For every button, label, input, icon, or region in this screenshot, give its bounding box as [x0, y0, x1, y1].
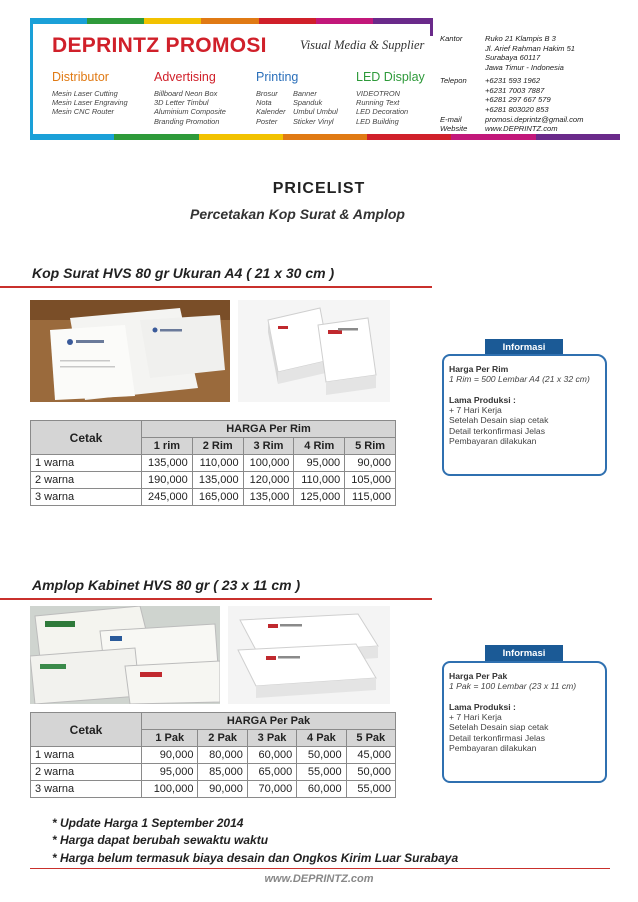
price-cell: 90,000: [198, 781, 247, 798]
table-column-header: 4 Rim: [294, 438, 345, 455]
brand-tagline: Visual Media & Supplier: [300, 38, 425, 52]
notes: [52, 815, 458, 867]
contact-kantor-address: [485, 34, 575, 72]
category-distributor: Distributor: [52, 70, 109, 84]
row-label: 2 warna: [31, 764, 142, 781]
info-lead-heading: Lama Produksi :: [449, 701, 516, 712]
info-lead-line: Detail terkonfirmasi Jelas: [449, 732, 545, 743]
price-cell: 135,000: [192, 472, 243, 489]
list-item: LED Decoration: [356, 107, 409, 117]
kop-section-title: Kop Surat HVS 80 gr Ukuran A4 ( 21 x 30 cm ): [32, 265, 335, 281]
table-row: [31, 747, 396, 764]
list-item: Mesin Laser Cutting: [52, 89, 118, 98]
row-label: 1 warna: [31, 747, 142, 764]
row-label: 3 warna: [31, 489, 142, 506]
price-cell: 70,000: [247, 781, 296, 798]
info-price-heading: Harga Per Rim: [449, 364, 509, 374]
list-item: Nota: [256, 98, 272, 108]
amplop-info-box: [442, 661, 607, 783]
address-line: Ruko 21 Klampis B 3: [485, 34, 556, 43]
price-cell: 90,000: [345, 455, 396, 472]
kop-photo-letterheads: [30, 300, 230, 402]
price-cell: 135,000: [142, 455, 193, 472]
list-item: Brosur: [256, 89, 278, 98]
kop-info-tab: Informasi: [485, 339, 563, 357]
price-cell: 85,000: [198, 764, 247, 781]
price-cell: 60,000: [247, 747, 296, 764]
address-line: Jl. Arief Rahman Hakim 51: [485, 43, 576, 53]
list-item: Billboard Neon Box: [154, 89, 218, 98]
contact-website: www.DEPRINTZ.com: [485, 124, 558, 133]
price-cell: 55,000: [346, 781, 395, 798]
info-lead-line: + 7 Hari Kerja: [449, 404, 502, 415]
table-corner-cetak: Cetak: [31, 421, 142, 455]
table-column-header: 1 Pak: [142, 730, 198, 747]
list-item: Poster: [256, 116, 278, 126]
info-lead-line: Pembayaran dilakukan: [449, 743, 537, 754]
address-line: Jawa Timur - Indonesia: [485, 62, 564, 72]
table-column-header: 3 Pak: [247, 730, 296, 747]
price-cell: 95,000: [294, 455, 345, 472]
phone-number: +6281 803020 853: [485, 104, 549, 114]
price-cell: 50,000: [297, 747, 346, 764]
table-column-header: 1 rim: [142, 438, 193, 455]
category-advertising-items: [154, 89, 226, 126]
price-cell: 245,000: [142, 489, 193, 506]
price-cell: 95,000: [142, 764, 198, 781]
info-lead-line: + 7 Hari Kerja: [449, 711, 502, 722]
list-item: 3D Letter Timbul: [154, 98, 209, 108]
list-item: LED Building: [356, 116, 399, 126]
price-cell: 105,000: [345, 472, 396, 489]
info-lead-line: Pembayaran dilakukan: [449, 436, 537, 447]
list-item: Spanduk: [293, 98, 323, 108]
row-label: 2 warna: [31, 472, 142, 489]
price-cell: 110,000: [192, 455, 243, 472]
category-printing: Printing: [256, 70, 299, 84]
category-advertising: Advertising: [154, 70, 216, 84]
price-cell: 125,000: [294, 489, 345, 506]
contact-email-label: E-mail: [440, 115, 462, 124]
kop-section-rule: [0, 286, 432, 288]
table-row: [31, 455, 396, 472]
contact-website-label: Website: [440, 124, 468, 133]
address-line: Surabaya 60117: [485, 53, 541, 63]
phone-number: +6231 7003 7887: [485, 85, 545, 95]
page-subtitle: Percetakan Kop Surat & Amplop: [190, 206, 405, 222]
table-column-header: 5 Pak: [346, 730, 395, 747]
price-cell: 45,000: [346, 747, 395, 764]
amplop-photo-envelopes: [30, 606, 220, 704]
price-cell: 50,000: [346, 764, 395, 781]
price-cell: 100,000: [243, 455, 294, 472]
row-label: 1 warna: [31, 455, 142, 472]
brand-name: DEPRINTZ PROMOSI: [52, 34, 267, 57]
price-cell: 80,000: [198, 747, 247, 764]
amplop-section-rule: [0, 598, 432, 600]
table-column-header: 4 Pak: [297, 730, 346, 747]
kop-price-table: [30, 420, 396, 506]
price-cell: 100,000: [142, 781, 198, 798]
list-item: Mesin CNC Router: [52, 107, 115, 117]
table-corner-cetak: Cetak: [31, 713, 142, 747]
amplop-section-title: Amplop Kabinet HVS 80 gr ( 23 x 11 cm ): [32, 577, 301, 593]
table-group-header: HARGA Per Pak: [142, 713, 396, 730]
price-cell: 55,000: [297, 764, 346, 781]
table-column-header: 3 Rim: [243, 438, 294, 455]
info-price-text: 1 Rim = 500 Lembar A4 (21 x 32 cm): [449, 374, 590, 384]
price-cell: 110,000: [294, 472, 345, 489]
list-item: Branding Promotion: [154, 116, 220, 126]
price-cell: 60,000: [297, 781, 346, 798]
list-item: Aluminium Composite: [154, 107, 226, 117]
amplop-photo-stack: [228, 606, 390, 704]
header-frame: [30, 18, 38, 140]
price-cell: 90,000: [142, 747, 198, 764]
info-price-heading: Harga Per Pak: [449, 671, 508, 681]
note-line: * Harga dapat berubah sewaktu waktu: [52, 833, 269, 848]
info-lead-line: Setelah Desain siap cetak: [449, 415, 549, 426]
price-cell: 65,000: [247, 764, 296, 781]
list-item: Running Text: [356, 98, 400, 108]
category-printing-items-col1: [256, 89, 286, 126]
price-cell: 135,000: [243, 489, 294, 506]
list-item: VIDEOTRON: [356, 89, 400, 98]
list-item: Umbul Umbul: [293, 107, 338, 117]
list-item: Mesin Laser Engraving: [52, 98, 128, 108]
header-rainbow-top: [30, 18, 430, 24]
category-led-display: LED Display: [356, 70, 425, 84]
info-price-text: 1 Pak = 100 Lembar (23 x 11 cm): [449, 681, 577, 691]
phone-number: +6281 297 667 579: [485, 95, 551, 105]
table-column-header: 2 Rim: [192, 438, 243, 455]
table-column-header: 2 Pak: [198, 730, 247, 747]
price-cell: 190,000: [142, 472, 193, 489]
note-line: * Harga belum termasuk biaya desain dan Ongkos Kirim Luar Surabaya: [52, 850, 459, 865]
contact-email: promosi.deprintz@gmail.com: [485, 115, 584, 124]
header-frame-divider: [430, 18, 433, 36]
list-item: Kalender: [256, 107, 286, 117]
info-lead-line: Setelah Desain siap cetak: [449, 722, 549, 733]
category-led-display-items: [356, 89, 408, 126]
amplop-price-table: [30, 712, 396, 798]
list-item: Banner: [293, 89, 317, 98]
table-row: [31, 489, 396, 506]
category-distributor-items: [52, 89, 128, 117]
kop-photo-stacks: [238, 300, 390, 402]
price-cell: 120,000: [243, 472, 294, 489]
table-row: [31, 781, 396, 798]
note-line: * Update Harga 1 September 2014: [52, 816, 244, 830]
category-printing-items-col2: [293, 89, 338, 126]
kop-info-box: [442, 354, 607, 476]
contact-telepon-numbers: [485, 76, 551, 114]
price-cell: 115,000: [345, 489, 396, 506]
list-item: Sticker Vinyl: [293, 116, 334, 126]
info-lead-heading: Lama Produksi :: [449, 394, 516, 405]
footer-website: www.DEPRINTZ.com: [264, 873, 374, 885]
amplop-info-tab: Informasi: [485, 645, 563, 663]
table-row: [31, 764, 396, 781]
table-row: [31, 472, 396, 489]
page-title: PRICELIST: [272, 180, 366, 197]
info-lead-line: Detail terkonfirmasi Jelas: [449, 425, 545, 436]
table-column-header: 5 Rim: [345, 438, 396, 455]
header-rainbow-bottom: [30, 134, 620, 140]
contact-telepon-label: Telepon: [440, 76, 467, 85]
table-group-header: HARGA Per Rim: [142, 421, 396, 438]
row-label: 3 warna: [31, 781, 142, 798]
price-cell: 165,000: [192, 489, 243, 506]
phone-number: +6231 593 1962: [485, 76, 541, 85]
footer-rule: [30, 868, 610, 869]
contact-kantor-label: Kantor: [440, 34, 463, 43]
